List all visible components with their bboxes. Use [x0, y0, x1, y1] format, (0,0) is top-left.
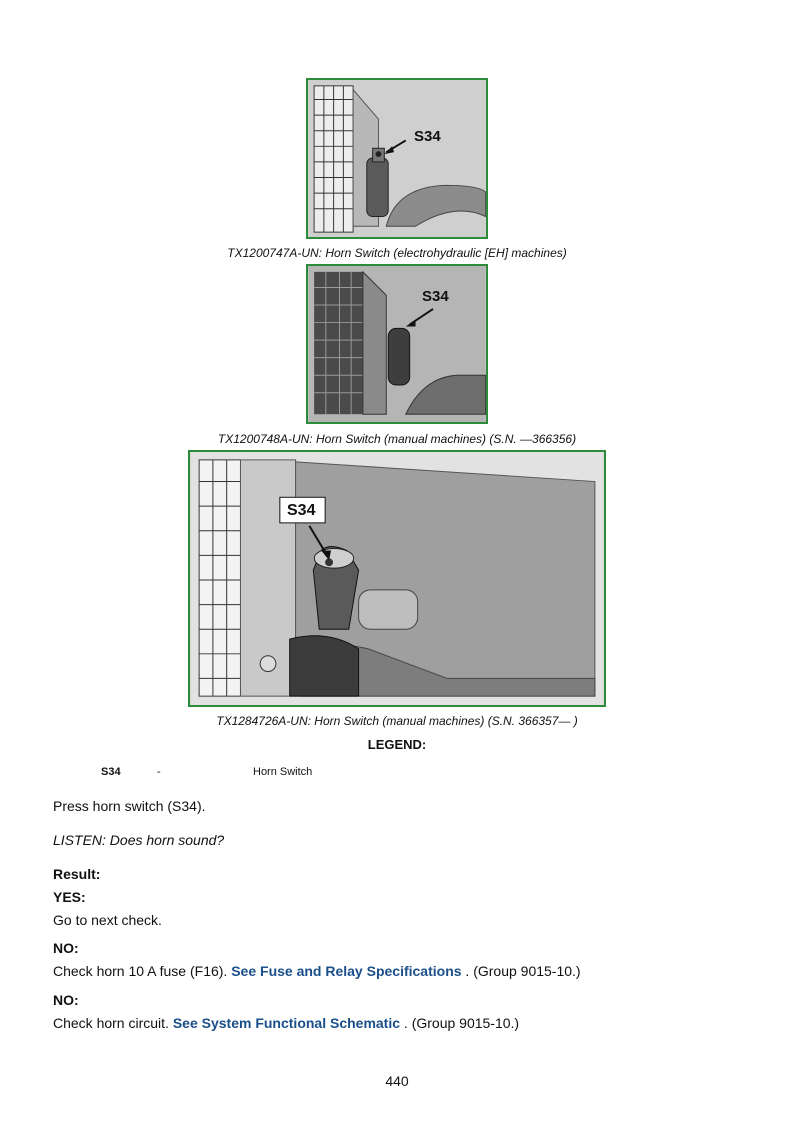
legend-title: LEGEND:	[367, 737, 427, 752]
no-label: NO:	[53, 940, 79, 956]
no-circuit-text-after: . (Group 9015-10.)	[403, 1015, 520, 1031]
legend-dash: -	[157, 766, 161, 778]
figure-eh-horn-switch	[306, 78, 488, 239]
callout-s34: S34	[414, 128, 441, 145]
listen-text: LISTEN: Does horn sound?	[53, 832, 225, 848]
callout-s34: S34	[422, 288, 449, 305]
no-fuse-text-after: . (Group 9015-10.)	[465, 963, 581, 979]
callout-s34: S34	[287, 502, 316, 519]
fuse-relay-spec-link[interactable]: See Fuse and Relay Specifications	[231, 963, 462, 979]
system-schematic-link[interactable]: See System Functional Schematic	[172, 1015, 401, 1031]
figure-manual-late-illustration	[190, 452, 604, 705]
legend-description: Horn Switch	[253, 766, 313, 778]
instruction-text: Press horn switch (S34).	[53, 798, 206, 814]
figure-caption: TX1284726A-UN: Horn Switch (manual machines) (S.N. 366357— )	[216, 714, 578, 728]
figure-manual-horn-switch-early	[306, 264, 488, 424]
yes-text: Go to next check.	[53, 912, 162, 928]
figure-eh-illustration	[308, 80, 486, 237]
no-fuse-text	[53, 963, 581, 979]
no-circuit-text	[53, 1015, 519, 1031]
figure-manual-horn-switch-late	[188, 450, 606, 707]
no-label: NO:	[53, 992, 79, 1008]
yes-label: YES:	[53, 889, 86, 905]
page-number: 440	[385, 1073, 409, 1089]
no-circuit-text-before: Check horn circuit.	[53, 1015, 169, 1031]
figure-manual-early-illustration	[308, 266, 486, 422]
legend-code: S34	[101, 766, 121, 778]
no-fuse-text-before: Check horn 10 A fuse (F16).	[53, 963, 228, 979]
figure-caption: TX1200747A-UN: Horn Switch (electrohydraulic [EH] machines)	[227, 246, 567, 260]
figure-caption: TX1200748A-UN: Horn Switch (manual machines) (S.N. —366356)	[217, 432, 577, 446]
result-label: Result:	[53, 866, 101, 882]
